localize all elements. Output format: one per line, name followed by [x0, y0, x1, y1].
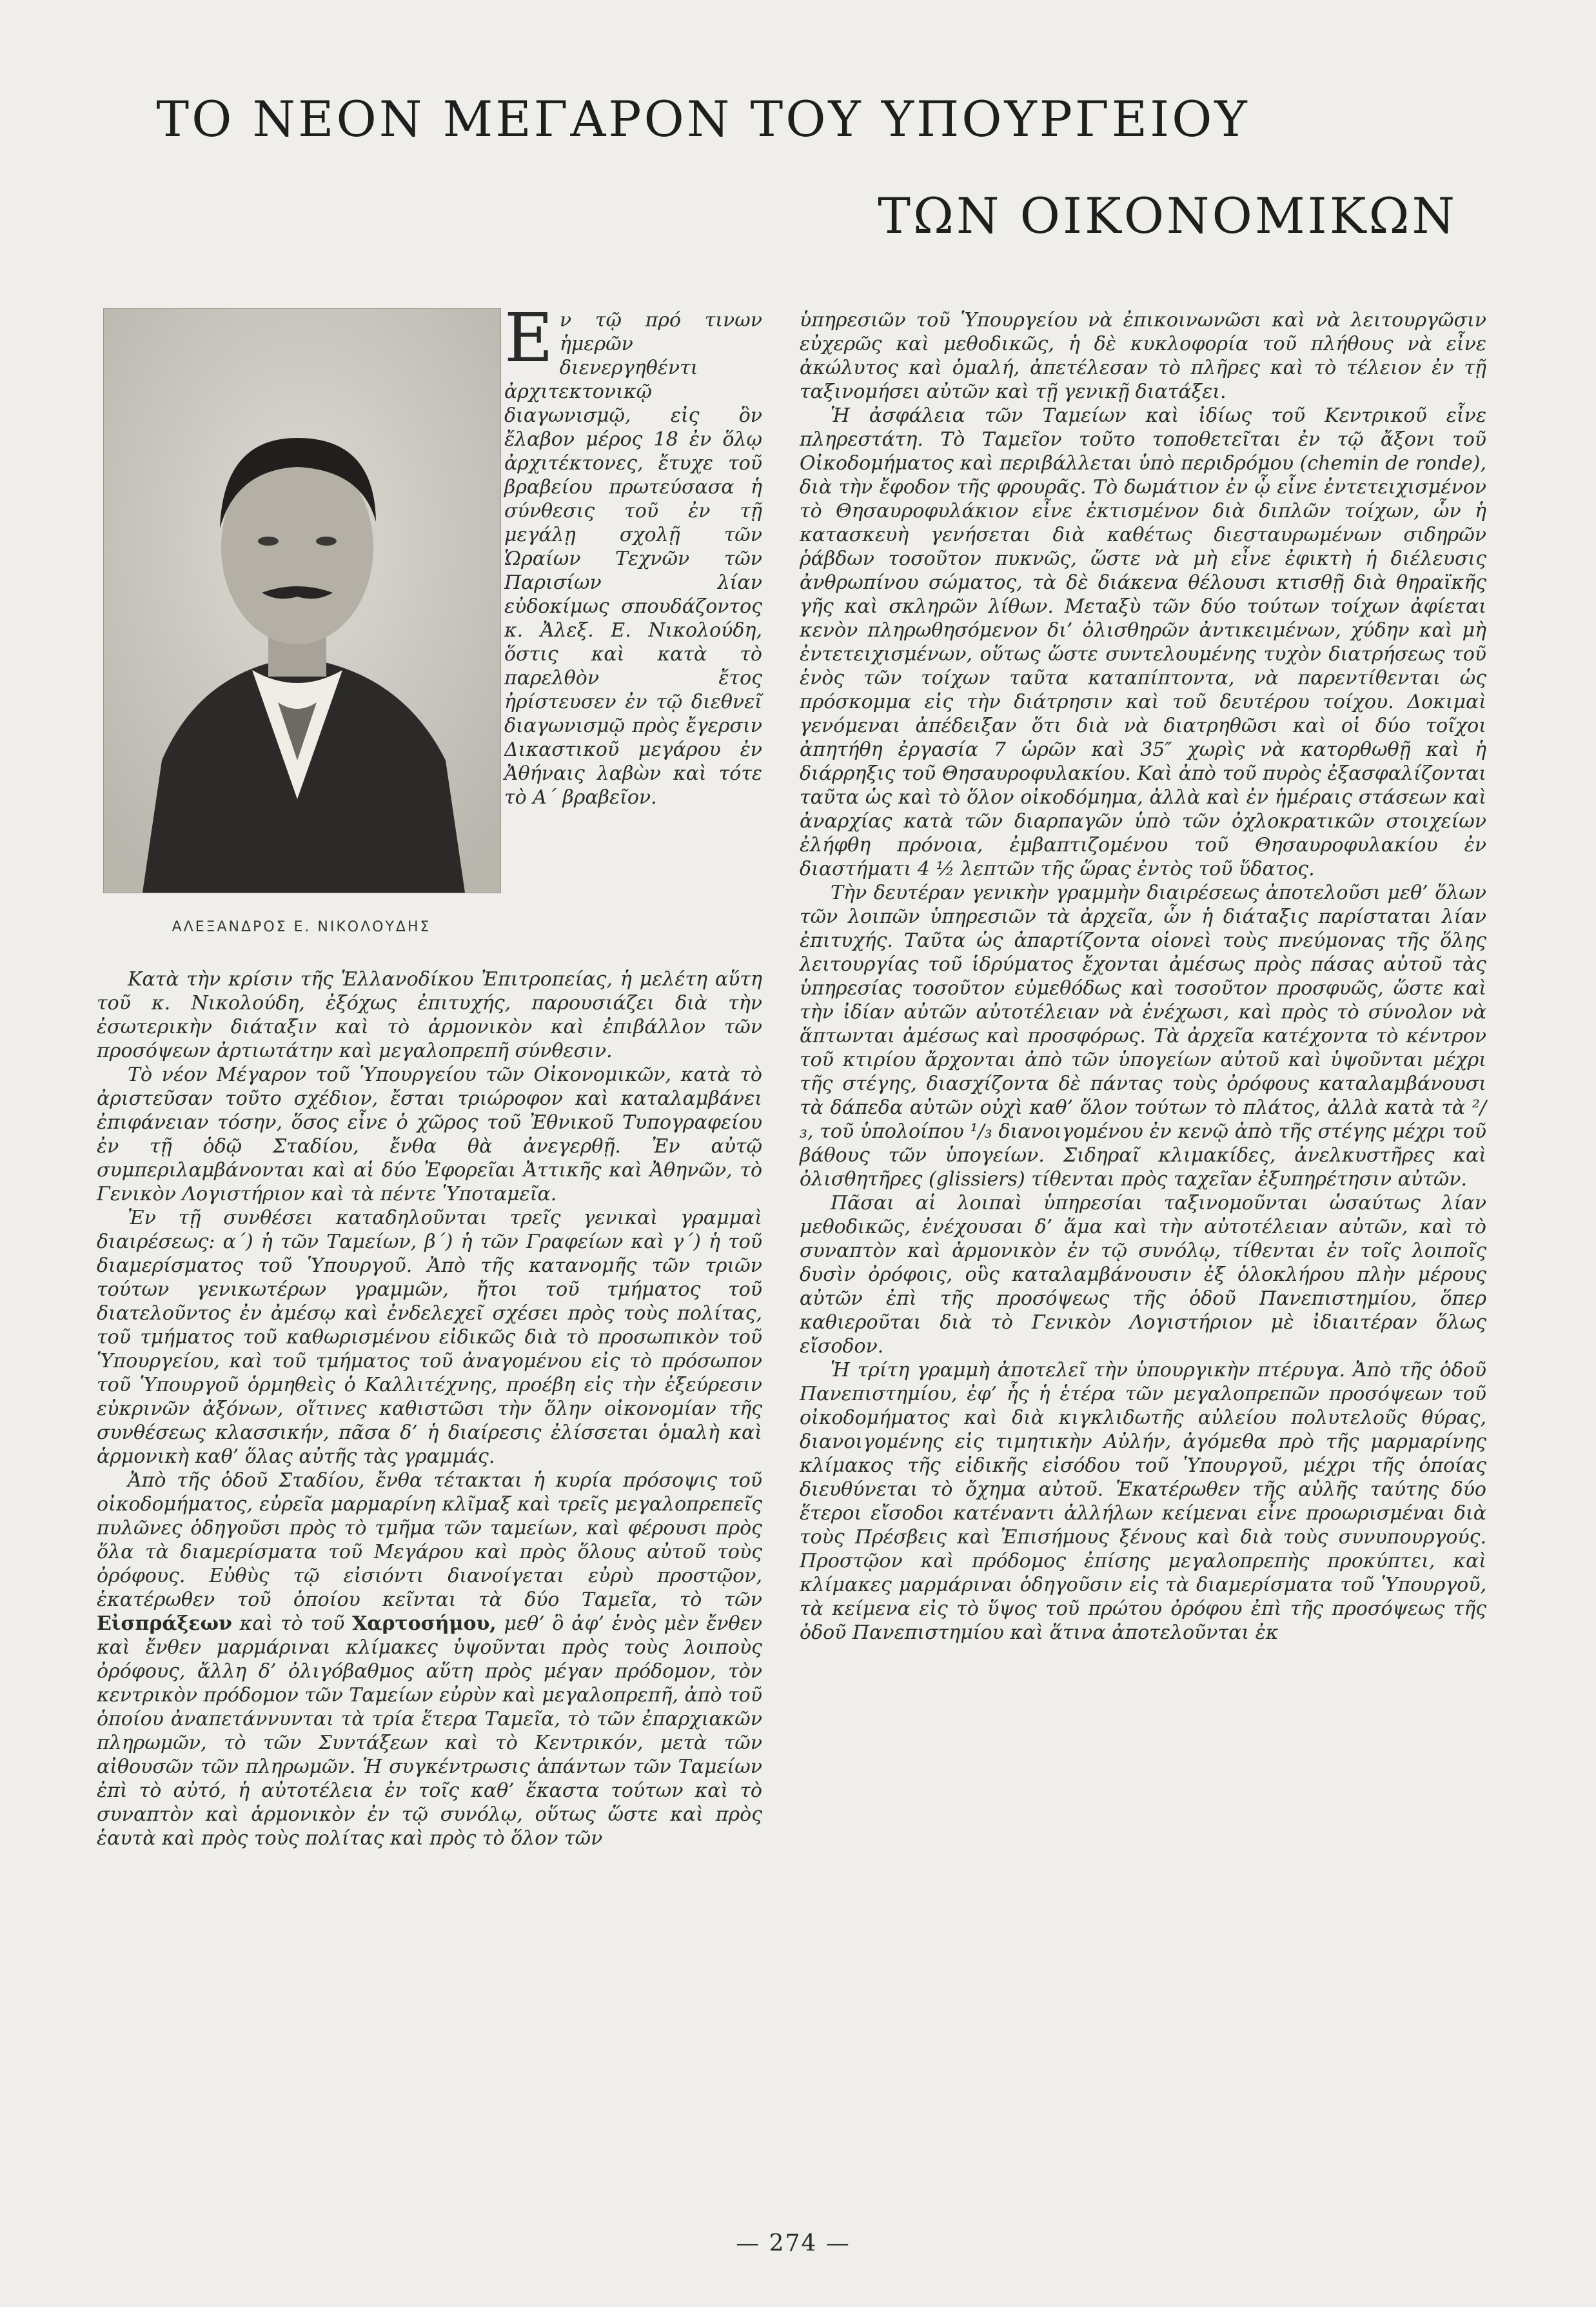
paragraph: Ἐν τῇ συνθέσει καταδηλοῦνται τρεῖς γενικαὶ γραμμαὶ διαιρέσεως: α´) ἡ τῶν Ταμείων, β´) ἡ τῶν Γραφείων καὶ γ´) ἡ τοῦ διαμερίσματος τοῦ Ὑπουργοῦ. Ἀπὸ τῆς κατανομῆς τῶν τριῶν τούτων γενικωτέρων γραμμῶν, ἤτοι τοῦ τμήματος τοῦ διατελοῦντος ἐν ἀμέσῳ καὶ ἐνδελεχεῖ σχέσει πρὸς τοὺς πολίτας, τοῦ τμήματος τοῦ καθωρισμένου εἰδικῶς διὰ τὸ προσωπικὸν τοῦ Ὑπουργείου, καὶ τοῦ τμήματος τοῦ ἀναγομένου εἰς τὸ πρόσωπον τοῦ Ὑπουργοῦ ὁρμηθεὶς ὁ Καλλιτέχνης, προέβη εἰς τὴν ἐξεύρεσιν εὐκρινῶν ἀξόνων, οἵτινες καθιστῶσι τὴν ὅλην οἰκονομίαν τῆς συνθέσεως κλασσικήν, πᾶσα δ’ ἡ διαίρεσις ἐλίσσεται ὁμαλὴ καὶ ἁρμονικὴ καθ’ ὅλας αὐτῆς τὰς γραμμάς. — [97, 1207, 762, 1468]
paragraph: Πᾶσαι αἱ λοιπαὶ ὑπηρεσίαι ταξινομοῦνται ὡσαύτως λίαν μεθοδικῶς, ἐνέχουσαι δ’ ἅμα καὶ τὴν αὐτοτέλειαν αὐτῶν, καὶ τὸ συναπτὸν καὶ ἁρμονικὸν ἐν τῷ συνόλῳ, τίθενται ἐν τοῖς λοιποῖς δυσὶν ὀρόφοις, οὓς καταλαμβάνουσιν ἐξ ὁλοκλήρου πλὴν μέρους αὐτῶν ἐπὶ τῆς προσόψεως τῆς ὁδοῦ Πανεπιστημίου, ὅπερ καθιεροῦται διὰ τὸ Γενικὸν Λογιστήριον μὲ ἰδιαιτέραν ὅλως εἴσοδον. — [800, 1192, 1486, 1358]
lead-text: ν τῷ πρό τινων ἡμερῶν διενεργηθέντι ἀρχιτεκτονικῷ διαγωνισμῷ, εἰς ὃν ἔλαβον μέρος 18 ἐν ὅλῳ ἀρχιτέκτονες, ἔτυχε τοῦ βραβείου πρωτεύσασα ἡ σύνθεσις τοῦ ἐν τῇ μεγάλῃ σχολῇ τῶν Ὡραίων Τεχνῶν τῶν Παρισίων λίαν εὐδοκίμως σπουδάζοντος κ. Ἀλεξ. Ε. Νικολούδη, ὅστις καὶ κατὰ τὸ παρελθὸν ἔτος ἠρίστευσεν ἐν τῷ διεθνεῖ διαγωνισμῷ πρὸς ἔγερσιν Δικαστικοῦ μεγάρου ἐν Ἀθήναις λαβὼν καὶ τότε τὸ Α´ βραβεῖον. — [504, 309, 762, 809]
paragraph — [97, 1469, 762, 1850]
paragraph: ὑπηρεσιῶν τοῦ Ὑπουργείου νὰ ἐπικοινωνῶσι καὶ νὰ λειτουργῶσιν εὐχερῶς καὶ μεθοδικῶς, ἡ δὲ κυκλοφορία τοῦ πλήθους νὰ εἶνε ἀκώλυτος καὶ ὁμαλή, ἀπετέλεσαν τὸ πλῆρες καὶ τὸ τέλειον ἐν τῇ ταξινομήσει αὐτῶν καὶ τῇ γενικῇ διατάξει. — [800, 309, 1486, 403]
portrait-caption: ΑΛΕΞΑΝΔΡΟΣ Ε. ΝΙΚΟΛΟΥΔΗΣ — [172, 919, 431, 935]
portrait-figure — [104, 309, 500, 893]
page-number: — 274 — — [736, 2230, 851, 2257]
drop-cap: Ε — [504, 299, 553, 377]
paragraph: Κατὰ τὴν κρίσιν τῆς Ἑλλανοδίκου Ἐπιτροπείας, ἡ μελέτη αὕτη τοῦ κ. Νικολούδη, ἐξόχως ἐπιτυχής, παρουσιάζει διὰ τὴν ἐσωτερικὴν διάταξιν καὶ τὸ ἁρμονικὸν καὶ ἐπιβάλλον τῶν προσόψεων ἀρτιωτάτην καὶ μεγαλοπρεπῆ σύνθεσιν. — [97, 968, 762, 1062]
paragraph-text: Ἀπὸ τῆς ὁδοῦ Σταδίου, ἔνθα τέτακται ἡ κυρία πρόσοψις τοῦ οἰκοδομήματος, εὐρεῖα μαρμαρίνη κλῖμαξ καὶ τρεῖς μεγαλοπρεπεῖς πυλῶνες ὁδηγοῦσι πρὸς τὸ τμῆμα τῶν ταμείων, καὶ φέρουσι πρὸς ὅλα τὰ διαμερίσματα τοῦ Μεγάρου καὶ πρὸς ὅλους αὐτοῦ τοὺς ὀρόφους. Εὐθὺς τῷ εἰσιόντι διανοίγεται εὐρὺ προστῷον, ἑκατέρωθεν τοῦ ὁποίου κεῖνται τὰ δύο Ταμεῖα, τὸ τῶν — [97, 1469, 762, 1611]
paragraph-text: μεθ’ ὃ ἀφ’ ἑνὸς μὲν ἔνθεν καὶ ἔνθεν μαρμάριναι κλίμακες ὑψοῦνται πρὸς τοὺς λοιποὺς ὀρόφους, ἄλλη δ’ ὀλιγόβαθμος αὕτη πρὸς μέγαν πρόδομον, τὸν κεντρικὸν πρόδομον τῶν Ταμείων εὐρὺν καὶ μεγαλοπρεπῆ, ἀπὸ τοῦ ὁποίου ἀναπετάννυνται τὰ τρία ἕτερα Ταμεῖα, τὸ τῶν ἐπαρχιακῶν πληρωμῶν, τὸ τῶν Συντάξεων καὶ τὸ Κεντρικόν, μετὰ τῶν αἰθουσῶν τῶν πληρωμῶν. Ἡ συγκέντρωσις ἁπάντων τῶν Ταμείων ἐπὶ τὸ αὐτό, ἡ αὐτοτέλεια ἐν τοῖς καθ’ ἕκαστα τούτων καὶ τὸ συναπτὸν καὶ ἁρμονικὸν ἐν τῷ συνόλῳ, οὕτως ὥστε καὶ πρὸς ἑαυτὰ καὶ πρὸς τοὺς πολίτας καὶ πρὸς τὸ ὅλον τῶν — [97, 1612, 762, 1850]
paragraph: Τὴν δευτέραν γενικὴν γραμμὴν διαιρέσεως ἀποτελοῦσι μεθ’ ὅλων τῶν λοιπῶν ὑπηρεσιῶν τὰ ἀρχεῖα, ὧν ἡ διάταξις παρίσταται λίαν ἐπιτυχής. Ταῦτα ὡς ἀπαρτίζοντα οἱονεὶ τοὺς πνεύμονας τῆς ὅλης λειτουργίας τοῦ ἱδρύματος ἔχονται ἀμέσως πρὸς πάσας αὐτοῦ τὰς ὑπηρεσίας τοσοῦτον εὐμεθόδως καὶ τοσοῦτον προσφυῶς, ὥστε καὶ τὴν ἰδίαν αὐτῶν αὐτοτέλειαν νὰ ἐνέχωσι, καὶ πρὸς τὸ σύνολον νὰ ἅπτωνται ἀμέσως καὶ προσφόρως. Τὰ ἀρχεῖα κατέχοντα τὸ κέντρον τοῦ κτιρίου ἄρχονται ἀπὸ τῶν ὑπογείων αὐτοῦ καὶ ὑψοῦνται μέχρι τῆς στέγης, διασχίζοντα δὲ πάντας τοὺς ὀρόφους καταλαμβάνουσι τὰ δάπεδα αὐτῶν οὐχὶ καθ’ ὅλον τούτων τὸ πλάτος, ἀλλὰ κατὰ τὰ ²/₃, τοῦ ὑπολοίπου ¹/₃ διανοιγομένου ἐν κενῷ ἀπὸ τῆς στέγης μέχρι τοῦ βάθους τῶν ὑπογείων. Σιδηραῖ κλιμακίδες, ἀνελκυστῆρες καὶ ὀλισθητῆρες (glissiers) τίθενται πρὸς ταχεῖαν ἐξυπηρέτησιν αὐτῶν. — [800, 882, 1486, 1191]
article-title-line-2: ΤΩΝ ΟΙΚΟΝΟΜΙΚΩΝ — [878, 187, 1457, 244]
right-column — [800, 308, 1486, 1645]
article-title-line-1: ΤΟ ΝΕΟΝ ΜΕΓΑΡΟΝ ΤΟΥ ΥΠΟΥΡΓΕΙΟΥ — [156, 90, 1250, 148]
emphasis-chartosimou: Χαρτοσήμου, — [352, 1612, 497, 1635]
emphasis-eisprakseon: Εἰσπράξεων — [97, 1612, 232, 1635]
paragraph: Ἡ τρίτη γραμμὴ ἀποτελεῖ τὴν ὑπουργικὴν πτέρυγα. Ἀπὸ τῆς ὁδοῦ Πανεπιστημίου, ἐφ’ ἧς ἡ ἑτέρα τῶν μεγαλοπρεπῶν προσόψεων τοῦ οἰκοδομήματος καὶ διὰ κιγκλιδωτῆς αὐλείου πολυτελοῦς θύρας, διανοιγομένης εἰς τιμητικὴν Αὐλήν, ἀγόμεθα πρὸ τῆς μαρμαρίνης κλίμακος τῆς εἰδικῆς εἰσόδου τοῦ Ὑπουργοῦ, μέχρι τῆς ὁποίας διευθύνεται τὸ ὄχημα αὐτοῦ. Ἑκατέρωθεν τῆς αὐλῆς ταύτης δύο ἕτεροι εἴσοδοι κατέναντι ἀλλήλων κείμεναι εἶνε προωρισμέναι διὰ τοὺς Πρέσβεις καὶ Ἐπισήμους ξένους καὶ διὰ τοὺς συνυπουργούς. Προστῷον καὶ πρόδομος ἐπίσης μεγαλοπρεπὴς προκύπτει, καὶ κλίμακες μαρμάριναι ὁδηγοῦσιν εἰς τὰ διαμερίσματα τοῦ Ὑπουργοῦ, τὰ κείμενα εἰς τὸ ὕψος τοῦ πρώτου ὀρόφου ἐπὶ τῆς προσόψεως τῆς ὁδοῦ Πανεπιστημίου καὶ ἅτινα ἀποτελοῦνται ἐκ — [800, 1359, 1486, 1644]
left-column — [97, 967, 762, 1850]
lead-paragraph — [504, 299, 762, 809]
paragraph: Τὸ νέον Μέγαρον τοῦ Ὑπουργείου τῶν Οἰκονομικῶν, κατὰ τὸ ἀριστεῦσαν τοῦτο σχέδιον, ἔσται τριώροφον καὶ καταλαμβάνει ἐπιφάνειαν τόσην, ὅσος εἶνε ὁ χῶρος τοῦ Ἐθνικοῦ Τυπογραφείου ἐν τῇ ὁδῷ Σταδίου, ἔνθα θὰ ἀνεγερθῇ. Ἐν αὐτῷ συμπεριλαμβάνονται καὶ αἱ δύο Ἐφορεῖαι Ἀττικῆς καὶ Ἀθηνῶν, τὸ Γενικὸν Λογιστήριον καὶ τὰ πέντε Ὑποταμεῖα. — [97, 1064, 762, 1205]
paragraph-text: καὶ τὸ τοῦ — [232, 1612, 353, 1635]
paragraph: Ἡ ἀσφάλεια τῶν Ταμείων καὶ ἰδίως τοῦ Κεντρικοῦ εἶνε πληρεστάτη. Τὸ Ταμεῖον τοῦτο τοποθετεῖται ἐν τῷ ἄξονι τοῦ Οἰκοδομήματος καὶ περιβάλλεται ὑπὸ περιδρόμου (chemin de ronde), διὰ τὴν ἔφοδον τῆς φρουρᾶς. Τὸ δωμάτιον ἐν ᾧ εἶνε ἐντετειχισμένον τὸ Θησαυροφυλάκιον εἶνε ἐκτισμένον διὰ διπλῶν τοίχων, ὧν ἡ κατασκευὴ γενήσεται διὰ καθέτως διεσταυρωμένων σιδηρῶν ῥάβδων τοσοῦτον πυκνῶς, ὥστε νὰ μὴ εἶνε ἐφικτὴ ἡ διέλευσις ἀνθρωπίνου σώματος, τὰ δὲ διάκενα θέλουσι κτισθῇ διὰ θηραϊκῆς γῆς καὶ σκληρῶν λίθων. Μεταξὺ τῶν δύο τούτων τοίχων ἀφίεται κενὸν πληρωθησόμενον δι’ ὀλισθηρῶν ἀντικειμένων, χύδην καὶ μὴ ἐντετειχισμένων, οὕτως ὥστε συντελουμένης τυχὸν διατρήσεως τοῦ ἑνὸς τῶν τοίχων ταῦτα καταπίπτοντα, νὰ παρεντίθενται ὡς πρόσκομμα εἰς τὴν διάτρησιν καὶ τοῦ δευτέρου τοίχου. Δοκιμαὶ γενόμεναι ἀπέδειξαν ὅτι διὰ νὰ διατρηθῶσι καὶ οἱ δύο τοῖχοι ἀπητήθη ἐργασία 7 ὡρῶν καὶ 35″ χωρὶς νὰ κατορθωθῇ καὶ ἡ διάρρηξις τοῦ Θησαυροφυλακίου. Καὶ ἀπὸ τοῦ πυρὸς ἐξασφαλίζονται ταῦτα ὡς καὶ τὸ ὅλον οἰκοδόμημα, ἀλλὰ καὶ ἐν ἡμέραις στάσεων καὶ ἀναρχίας κατὰ τῶν διαρπαγῶν ὑπὸ τῶν ὀχλοκρατικῶν στοιχείων ἐλήφθη πρόνοια, ἐμβαπτιζομένου τοῦ Θησαυροφυλακίου ἐν διαστήματι 4 ½ λεπτῶν τῆς ὥρας ἐντὸς τοῦ ὕδατος. — [800, 404, 1486, 880]
portrait-photo — [103, 308, 501, 893]
